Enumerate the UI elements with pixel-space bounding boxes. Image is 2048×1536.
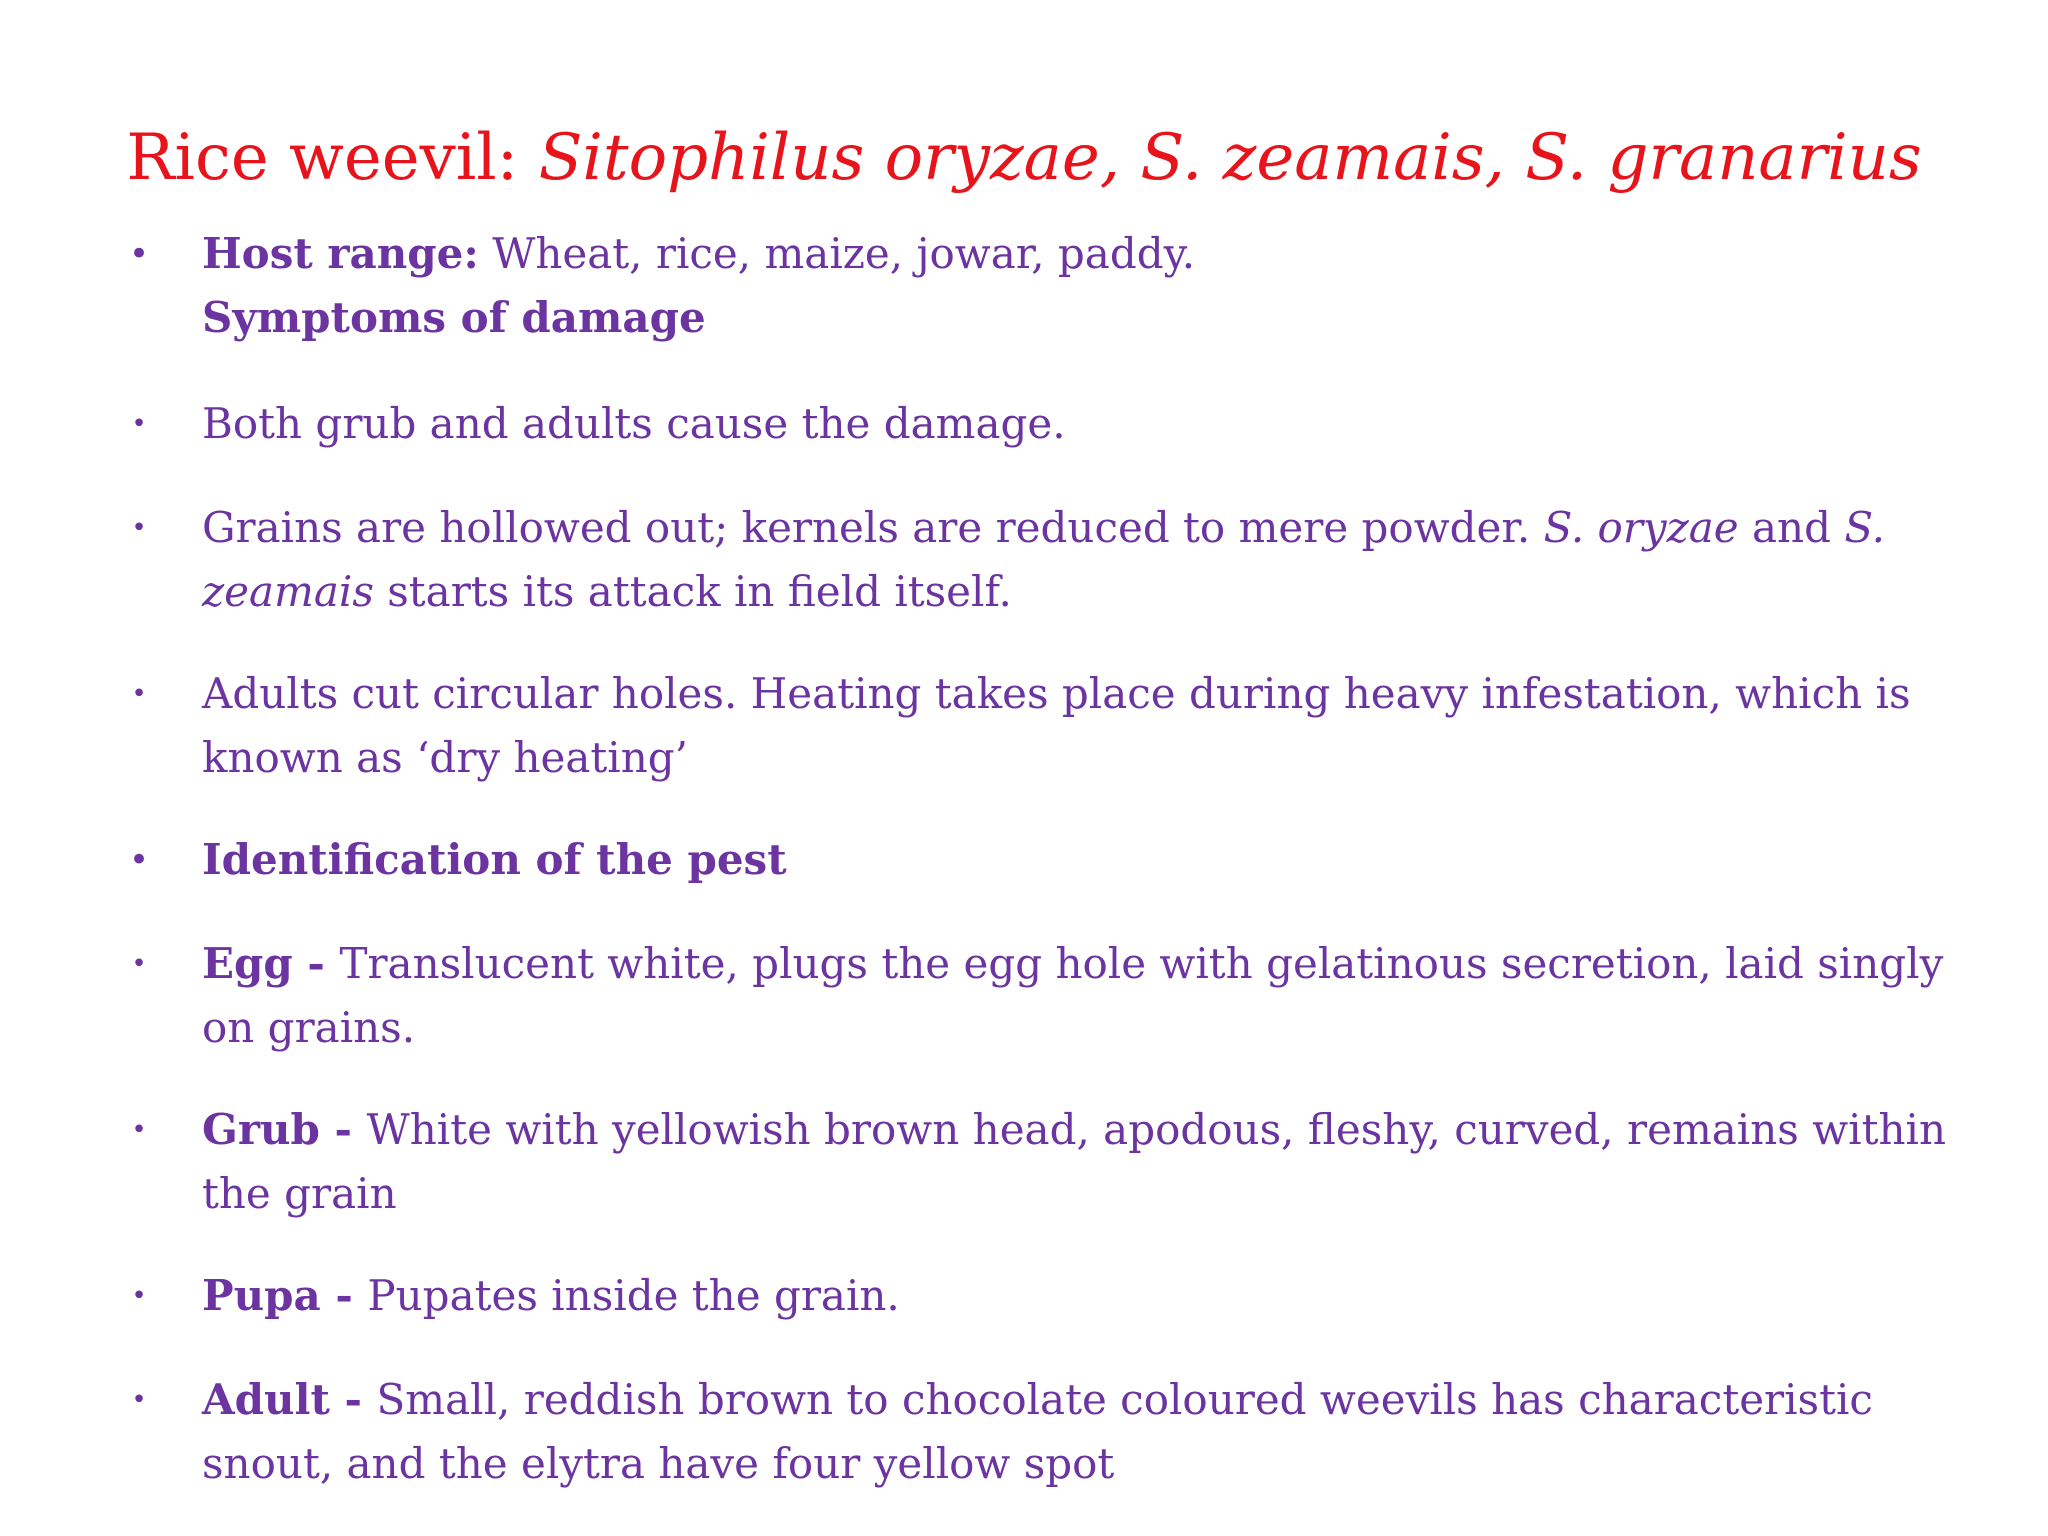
bullet-marker: • xyxy=(131,1281,147,1311)
egg-line-1 xyxy=(202,932,1962,996)
symptoms-heading: Symptoms of damage xyxy=(202,293,706,342)
bullet-host-range xyxy=(128,222,1962,350)
bullet-adult xyxy=(131,1368,1962,1496)
damage-2-text-2: and xyxy=(1738,503,1845,552)
bullet-identification xyxy=(128,828,1962,892)
host-range-label: Host range: xyxy=(202,229,479,278)
damage-2-sci-1: S. oryzae xyxy=(1543,503,1739,552)
adult-line-1 xyxy=(202,1368,1962,1432)
bullet-marker: • xyxy=(128,234,150,274)
damage-2-text-3: starts its attack in field itself. xyxy=(373,567,1012,616)
slide-title xyxy=(0,118,2048,198)
bullet-pupa xyxy=(131,1264,1962,1328)
adult-line-2: snout, and the elytra have four yellow spot xyxy=(202,1439,1115,1488)
damage-3-line-2: known as ‘dry heating’ xyxy=(202,733,689,782)
bullet-grub xyxy=(131,1098,1962,1226)
damage-2-line-2 xyxy=(202,560,1962,624)
title-common-name: Rice weevil: xyxy=(126,121,539,195)
egg-text-1: Translucent white, plugs the egg hole with gelatinous secretion, laid singly xyxy=(339,939,1944,988)
grub-line-2: the grain xyxy=(202,1169,397,1218)
identification-heading: Identification of the pest xyxy=(202,835,787,884)
bullet-damage-1 xyxy=(131,392,1962,456)
bullet-marker: • xyxy=(131,949,147,979)
damage-1-text: Both grub and adults cause the damage. xyxy=(202,399,1066,448)
bullet-marker: • xyxy=(131,513,147,543)
bullet-marker: • xyxy=(131,679,147,709)
grub-label: Grub - xyxy=(202,1105,367,1154)
damage-2-text-1: Grains are hollowed out; kernels are reduced to mere powder. xyxy=(202,503,1544,552)
damage-2-line-1 xyxy=(202,496,1962,560)
title-scientific-names: Sitophilus oryzae, S. zeamais, S. granarius xyxy=(538,121,1922,195)
bullet-marker: • xyxy=(131,409,147,439)
grub-line-1 xyxy=(202,1098,1962,1162)
damage-2-sci-2-part-1: S. xyxy=(1844,503,1885,552)
bullet-marker: • xyxy=(131,1115,147,1145)
host-range-text: Wheat, rice, maize, jowar, paddy. xyxy=(478,229,1196,278)
bullet-egg xyxy=(131,932,1962,1060)
bullet-marker: • xyxy=(128,840,150,880)
adult-label: Adult - xyxy=(202,1375,377,1424)
adult-text-1: Small, reddish brown to chocolate coloured weevils has characteristic xyxy=(376,1375,1873,1424)
grub-text-1: White with yellowish brown head, apodous, fleshy, curved, remains within xyxy=(366,1105,1946,1154)
bullet-damage-2 xyxy=(131,496,1962,624)
bullet-damage-3 xyxy=(131,662,1962,790)
egg-line-2: on grains. xyxy=(202,1003,416,1052)
pupa-label: Pupa - xyxy=(202,1271,368,1320)
egg-label: Egg - xyxy=(202,939,340,988)
damage-3-line-1: Adults cut circular holes. Heating takes place during heavy infestation, which is xyxy=(202,669,1911,718)
bullet-marker: • xyxy=(131,1385,147,1415)
pupa-text: Pupates inside the grain. xyxy=(367,1271,900,1320)
damage-2-sci-2-part-2: zeamais xyxy=(202,567,374,616)
